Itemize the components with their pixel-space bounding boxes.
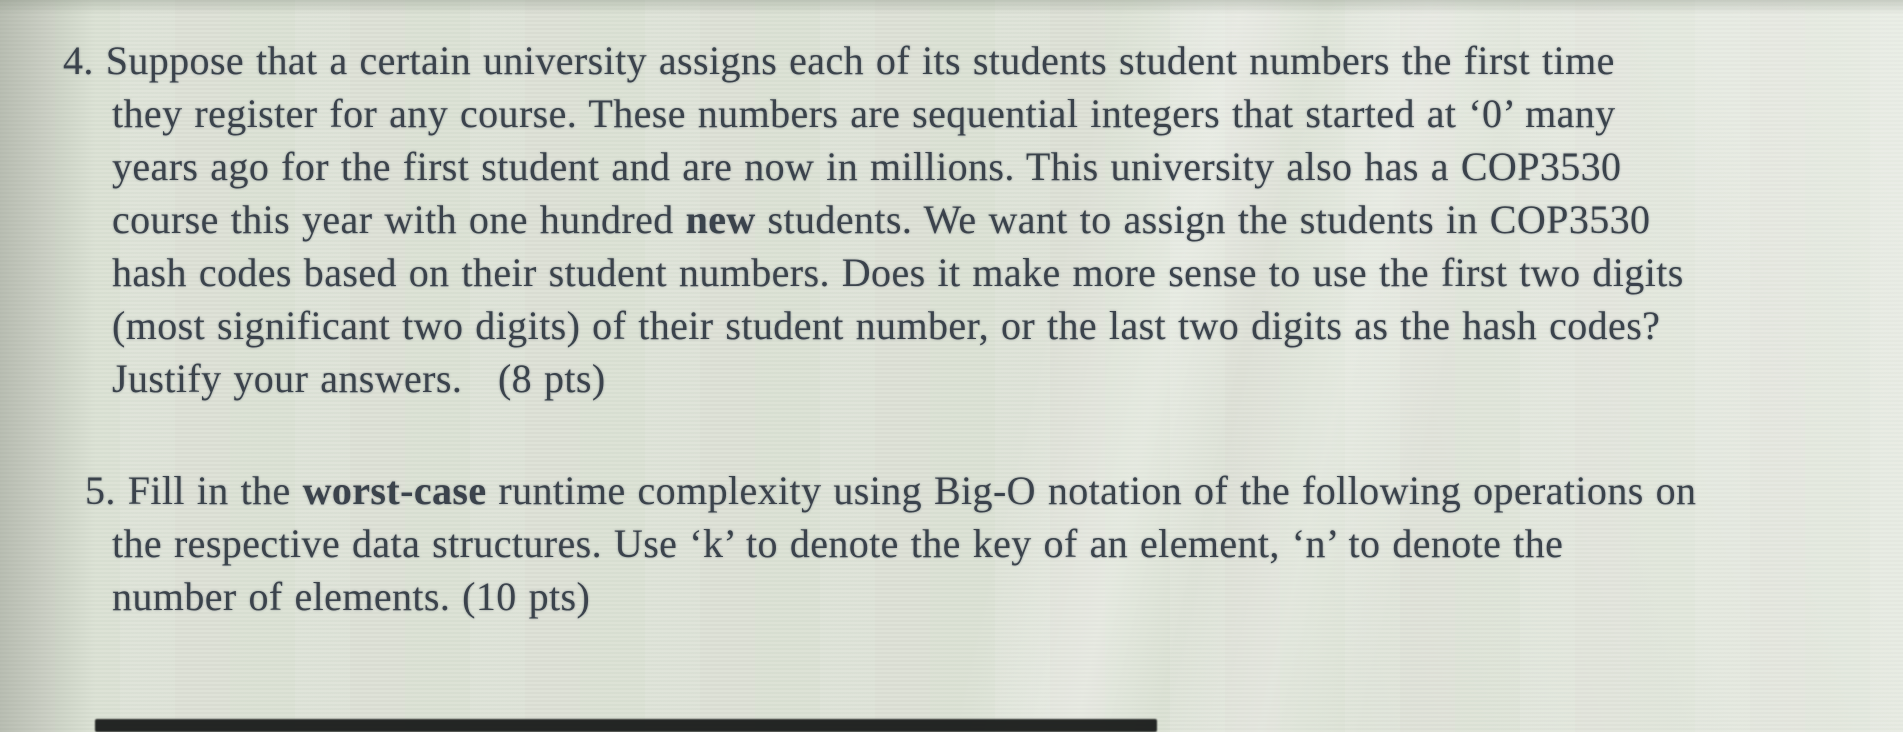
question-line bbox=[85, 570, 1696, 623]
question-line bbox=[85, 464, 1696, 517]
text-run: 4. Suppose that a certain university assigns each of its students student numbers the first time bbox=[63, 38, 1615, 83]
bottom-bezel-bar bbox=[95, 719, 1157, 732]
text-run: (most significant two digits) of their student number, or the last two digits as the hash codes? bbox=[112, 303, 1661, 348]
question-line bbox=[63, 246, 1684, 299]
question-4-text-block bbox=[63, 34, 1684, 405]
question-line bbox=[63, 299, 1684, 352]
question-line bbox=[63, 193, 1684, 246]
text-run: hash codes based on their student numbers. Does it make more sense to use the first two digits bbox=[112, 250, 1684, 295]
bold-text-run: new bbox=[685, 197, 756, 242]
text-run: number of elements. (10 pts) bbox=[112, 574, 591, 619]
text-run: 5. Fill in the bbox=[85, 468, 303, 513]
question-line bbox=[63, 140, 1684, 193]
text-run: students. We want to assign the students in COP3530 bbox=[755, 197, 1651, 242]
text-run: they register for any course. These numbers are sequential integers that started at ‘0’ many bbox=[112, 91, 1616, 136]
question-5-text-block bbox=[85, 464, 1696, 623]
text-run: the respective data structures. Use ‘k’ to denote the key of an element, ‘n’ to denote the bbox=[112, 521, 1564, 566]
text-run: runtime complexity using Big-O notation of the following operations on bbox=[486, 468, 1697, 513]
text-run: course this year with one hundred bbox=[112, 197, 686, 242]
bold-text-run: worst-case bbox=[302, 468, 487, 513]
question-line bbox=[63, 87, 1684, 140]
question-line bbox=[63, 352, 1684, 405]
text-run: years ago for the first student and are now in millions. This university also has a COP3530 bbox=[112, 144, 1622, 189]
text-run: Justify your answers. (8 pts) bbox=[112, 356, 606, 401]
question-line bbox=[63, 34, 1684, 87]
question-line bbox=[85, 517, 1696, 570]
